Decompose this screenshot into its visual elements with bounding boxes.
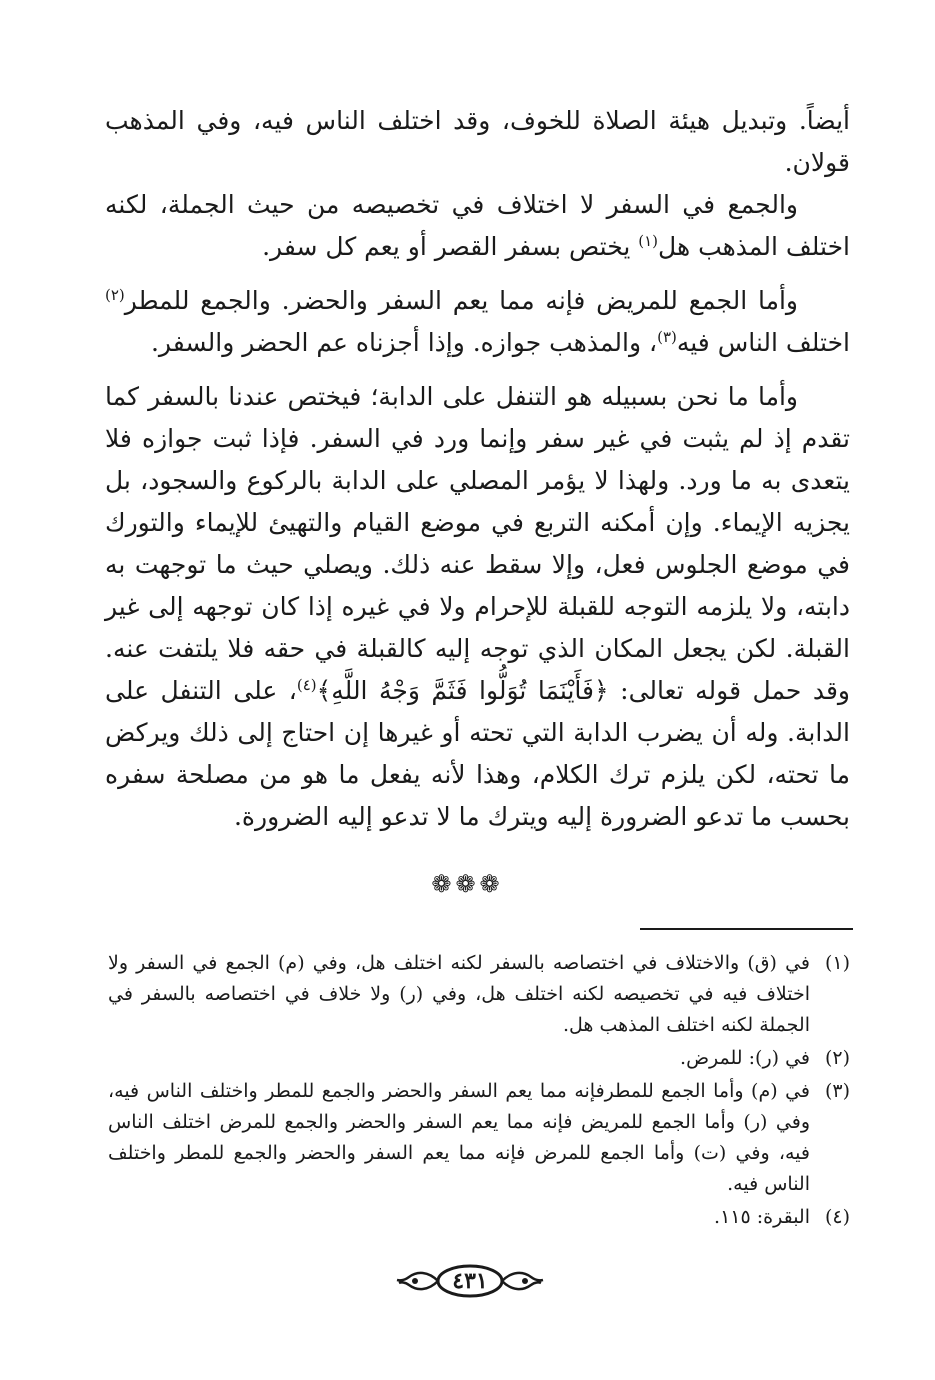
paragraph-4-text-c: ، على التنفل على الدابة. وله أن يضرب الدابة التي تحته أو غيرها إن احتاج إلى ذلك ويركض ما تحته، لكن يلزم ترك الكلام، وهذا لأنه يفعل ما هو من مصلحة سفره بحسب ما تدعو الضرورة إليه ويترك ما لا تدعو إليه الضرورة. — [105, 676, 850, 831]
footnote-text: في (ق) والاختلاف في اختصاصه بالسفر لكنه اختلف هل، وفي (م) الجمع في السفر ولا اختلاف فيه في تخصيصه لكنه اختلف هل، وفي (ر) ولا خلاف في اختصاصه بالسفر في الجملة لكنه اختلف المذهب هل. — [108, 952, 810, 1036]
paragraph-2-text-a: والجمع في السفر لا اختلاف في تخصيصه من حيث الجملة، لكنه اختلف المذهب هل — [105, 190, 850, 261]
paragraph-3-text-c: ، والمذهب جوازه. وإذا أجزناه عم الحضر والسفر. — [150, 328, 658, 357]
paragraph-3-text-b: اختلف الناس فيه — [676, 328, 850, 357]
section-separator: ❁❁❁ — [431, 870, 504, 898]
footnote-2 — [108, 1043, 850, 1074]
paragraph-1-text: أيضاً. وتبديل هيئة الصلاة للخوف، وقد اختلف الناس فيه، وفي المذهب قولان. — [105, 106, 850, 177]
footnote-ref-4: (٤) — [296, 676, 317, 694]
paragraph-4-text-a: وأما ما نحن بسبيله هو التنفل على الدابة؛ فيختص عندنا بالسفر كما تقدم إذ لم يثبت في غير سفر وإنما ورد في السفر. فإذا ثبت جوازه فلا يتعدى به ما ورد. ولهذا لا يؤمر المصلي على الدابة بالركوع والسجود، بل يجزيه الإيماء. وإن أمكنه التربع في موضع القيام والتهيئ للإيماء والتورك في موضع الجلوس فعل، وإلا سقط عنه ذلك. ويصلي حيث ما توجهت به دابته، ولا يلزمه التوجه للقبلة للإحرام ولا في غيره إذا كان توجهه إلى غير القبلة. لكن يجعل المكان الذي توجه إليه كالقبلة في حقه فلا يلتفت عنه. — [105, 382, 850, 663]
footnote-1 — [108, 948, 850, 1041]
footnote-text: في (م) وأما الجمع للمطرفإنه مما يعم السفر والحضر والجمع للمطر واختلف الناس فيه، وفي (ر) وأما الجمع للمريض فإنه مما يعم السفر والحضر والجمع للمرض اختلف الناس فيه، وفي (ت) وأما الجمع للمرض فإنه مما يعم السفر والحضر والجمع للمطر واختلف الناس فيه. — [108, 1080, 810, 1195]
footnote-number: (٤) — [824, 1206, 850, 1228]
footnote-4 — [108, 1202, 850, 1233]
footnote-ref-2: (٢) — [105, 286, 125, 304]
page-number: ٤٣١ — [452, 1268, 488, 1294]
footnote-number: (٣) — [824, 1080, 850, 1102]
paragraph-3-text-a: وأما الجمع للمريض فإنه مما يعم السفر والحضر. والجمع للمطر — [124, 286, 798, 315]
paragraph-4 — [105, 376, 850, 838]
footnote-ref-1: (١) — [638, 232, 659, 250]
footnotes — [108, 948, 850, 1235]
quran-verse: ﴿فَأَيْنَمَا تُوَلُّوا فَثَمَّ وَجْهُ اللَّهِ﴾ — [316, 676, 609, 705]
footnote-text: في (ر): للمرض. — [680, 1047, 810, 1069]
paragraph-1 — [105, 100, 850, 184]
page-number-ornament — [395, 1263, 545, 1299]
paragraph-2 — [105, 184, 850, 268]
footnote-3 — [108, 1076, 850, 1200]
main-text — [105, 100, 850, 850]
footnote-number: (٢) — [824, 1047, 850, 1069]
footnote-number: (١) — [824, 952, 850, 974]
footnote-ref-3: (٣) — [657, 328, 677, 346]
footnote-text: البقرة: ١١٥. — [714, 1206, 810, 1228]
paragraph-4-text-b: وقد حمل قوله تعالى: — [608, 676, 850, 705]
paragraph-3 — [105, 280, 850, 364]
paragraph-2-text-b: يختص بسفر القصر أو يعم كل سفر. — [262, 232, 639, 261]
footnote-divider — [640, 928, 853, 930]
